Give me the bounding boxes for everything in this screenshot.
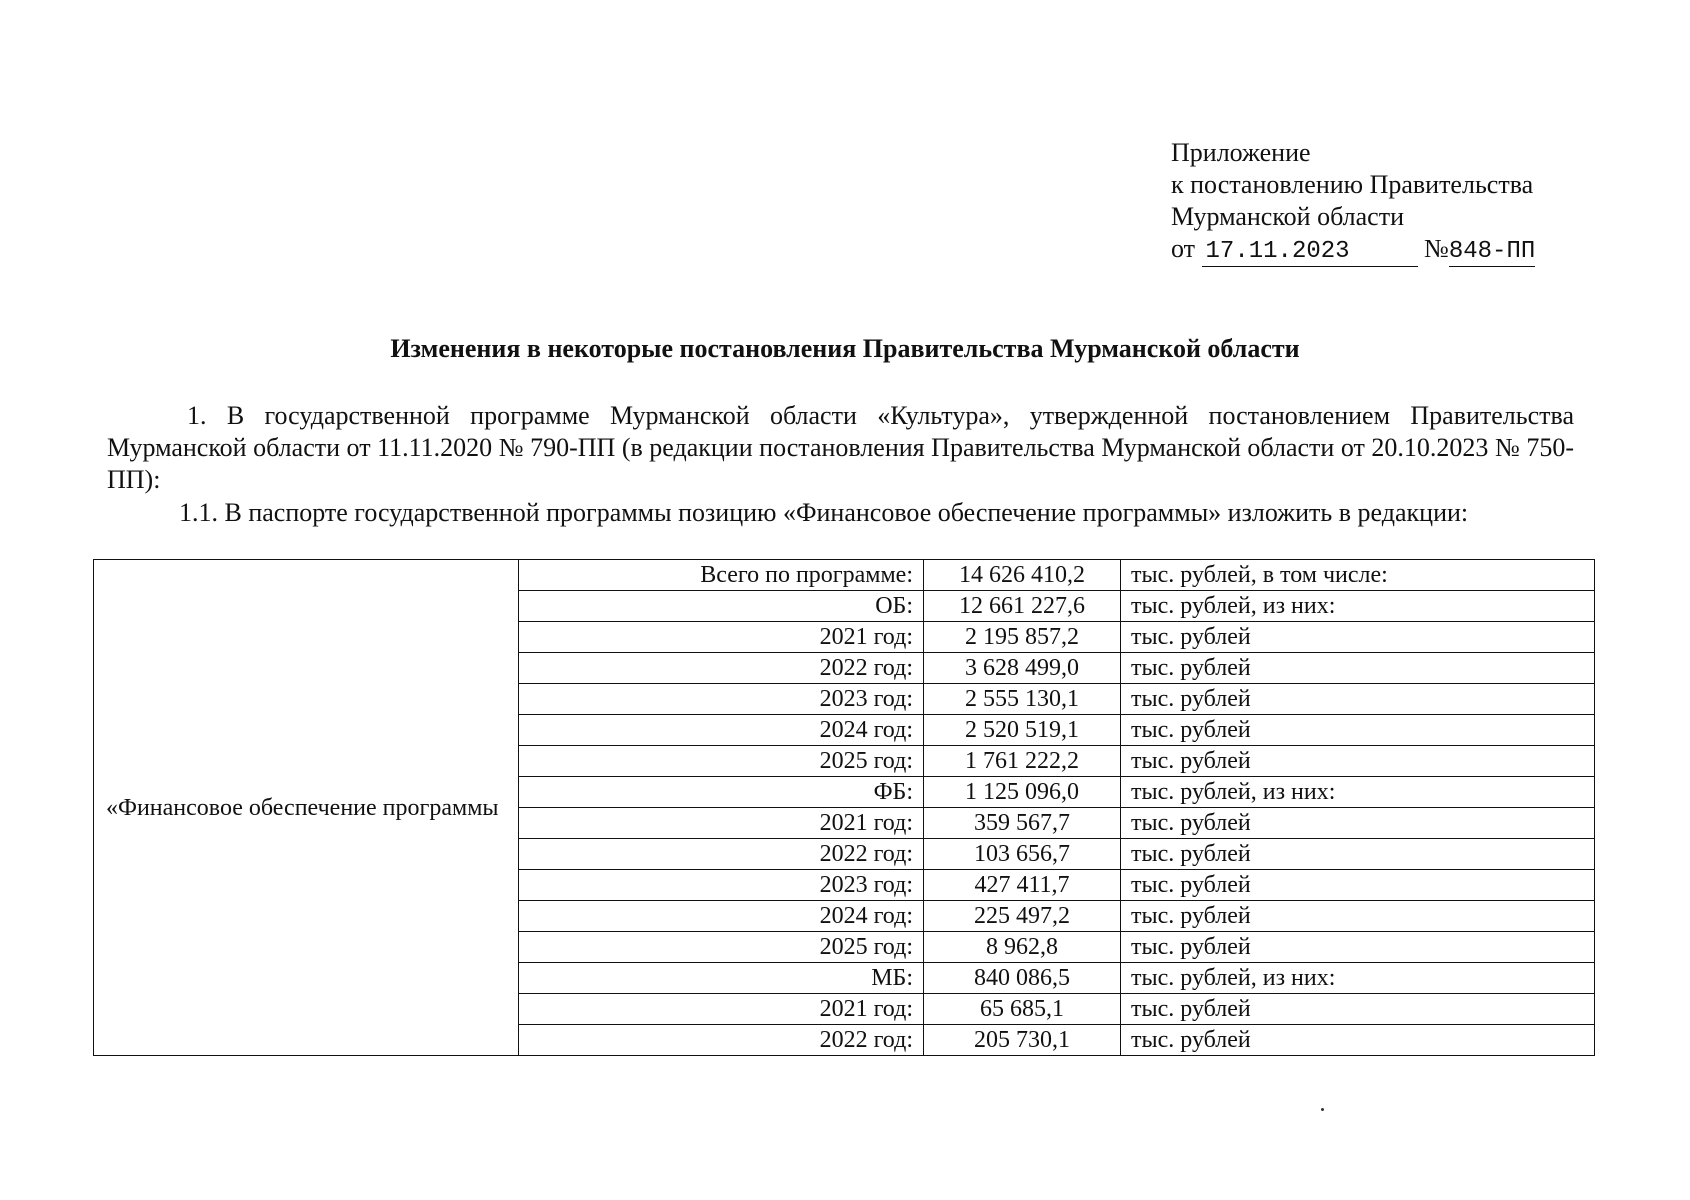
row-value: 8 962,8 <box>924 932 1121 963</box>
row-key: 2021 год: <box>519 808 924 839</box>
paragraph-1-1: 1.1. В паспорте государственной программы позицию «Финансовое обеспечение программы» изложить в редакции: <box>179 498 1469 527</box>
row-unit: тыс. рублей <box>1121 901 1595 932</box>
table-row <box>94 560 1595 591</box>
financing-label: «Финансовое обеспечение программы <box>94 560 519 1056</box>
appendix-date-line <box>1171 233 1535 267</box>
row-unit: тыс. рублей <box>1121 622 1595 653</box>
row-value: 427 411,7 <box>924 870 1121 901</box>
decree-number: 848-ПП <box>1448 238 1536 265</box>
decree-date: 17.11.2023 <box>1202 238 1418 267</box>
row-unit: тыс. рублей, в том числе: <box>1121 560 1595 591</box>
row-unit: тыс. рублей <box>1121 808 1595 839</box>
row-key: ФБ: <box>519 777 924 808</box>
row-value: 1 761 222,2 <box>924 746 1121 777</box>
row-key: ОБ: <box>519 591 924 622</box>
row-key: 2025 год: <box>519 932 924 963</box>
row-key: 2021 год: <box>519 994 924 1025</box>
row-key: 2022 год: <box>519 1025 924 1056</box>
row-unit: тыс. рублей <box>1121 684 1595 715</box>
row-key: 2022 год: <box>519 653 924 684</box>
row-value: 2 520 519,1 <box>924 715 1121 746</box>
row-key: Всего по программе: <box>519 560 924 591</box>
row-value: 3 628 499,0 <box>924 653 1121 684</box>
row-key: 2023 год: <box>519 870 924 901</box>
appendix-line-2: к постановлению Правительства <box>1171 170 1534 199</box>
row-unit: тыс. рублей <box>1121 1025 1595 1056</box>
row-unit: тыс. рублей <box>1121 932 1595 963</box>
row-unit: тыс. рублей, из них: <box>1121 963 1595 994</box>
paragraph-1: 1. В государственной программе Мурманской области «Культура», утвержденной постановлением Правительства Мурманской области от 11.11.2020 № 790-ПП (в редакции постановления Правительства Мурманской области от 20.10.2023 № 750-ПП): <box>107 401 1574 494</box>
appendix-line-3: Мурманской области <box>1171 202 1404 231</box>
row-unit: тыс. рублей <box>1121 653 1595 684</box>
row-key: МБ: <box>519 963 924 994</box>
row-value: 65 685,1 <box>924 994 1121 1025</box>
row-unit: тыс. рублей <box>1121 839 1595 870</box>
financing-table <box>93 559 1595 1056</box>
row-key: 2023 год: <box>519 684 924 715</box>
row-unit: тыс. рублей, из них: <box>1121 591 1595 622</box>
row-value: 225 497,2 <box>924 901 1121 932</box>
row-unit: тыс. рублей <box>1121 746 1595 777</box>
row-value: 840 086,5 <box>924 963 1121 994</box>
row-key: 2022 год: <box>519 839 924 870</box>
row-value: 14 626 410,2 <box>924 560 1121 591</box>
row-value: 2 195 857,2 <box>924 622 1121 653</box>
row-unit: тыс. рублей <box>1121 715 1595 746</box>
document-title: Изменения в некоторые постановления Правительства Мурманской области <box>390 334 1300 363</box>
row-value: 205 730,1 <box>924 1025 1121 1056</box>
speck <box>1321 1108 1324 1111</box>
row-key: 2024 год: <box>519 715 924 746</box>
row-key: 2021 год: <box>519 622 924 653</box>
row-unit: тыс. рублей <box>1121 870 1595 901</box>
row-unit: тыс. рублей, из них: <box>1121 777 1595 808</box>
number-label: № <box>1424 234 1449 263</box>
row-value: 103 656,7 <box>924 839 1121 870</box>
row-value: 12 661 227,6 <box>924 591 1121 622</box>
row-unit: тыс. рублей <box>1121 994 1595 1025</box>
from-label: от <box>1171 234 1196 263</box>
appendix-header <box>1171 137 1535 267</box>
row-value: 1 125 096,0 <box>924 777 1121 808</box>
row-key: 2024 год: <box>519 901 924 932</box>
row-value: 359 567,7 <box>924 808 1121 839</box>
financing-table-body <box>94 560 1595 1056</box>
row-key: 2025 год: <box>519 746 924 777</box>
row-value: 2 555 130,1 <box>924 684 1121 715</box>
appendix-title: Приложение <box>1171 138 1311 167</box>
